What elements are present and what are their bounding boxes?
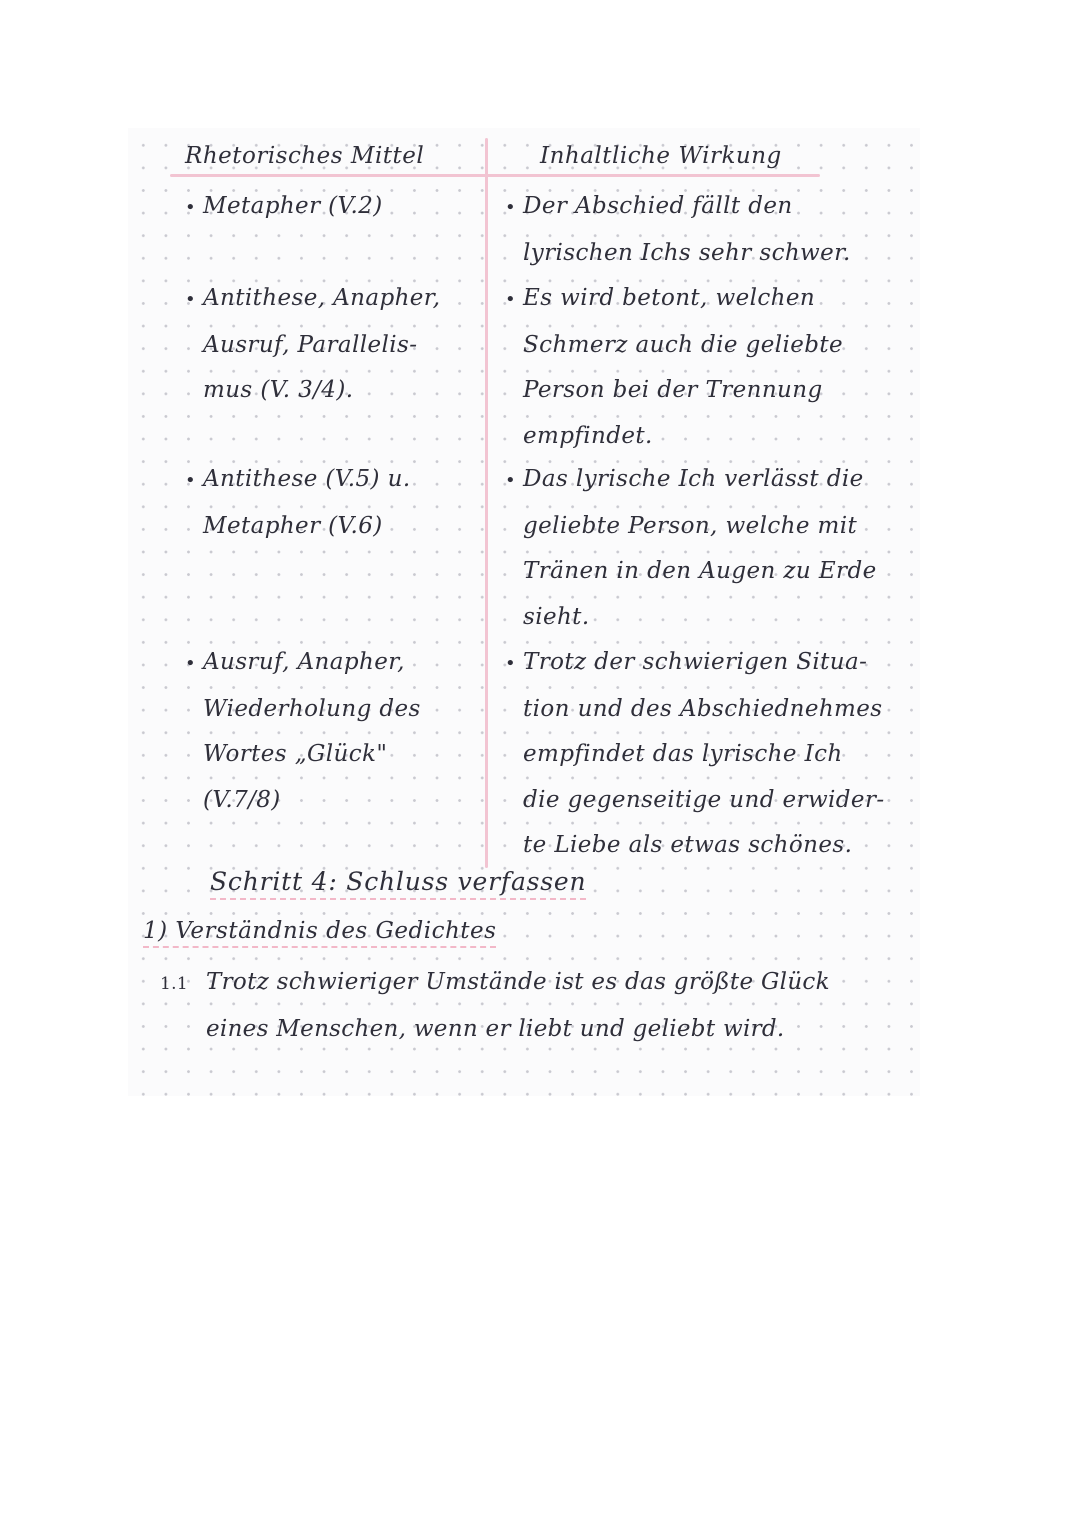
section-paragraph: 1.1 Trotz schwieriger Umstände ist es das größte Glück eines Menschen, wenn er liebt und geliebt wird. <box>160 960 920 1052</box>
row-4-left: • Ausruf, Anapher, Wiederholung des Wortes „Glück" (V.7/8) <box>185 640 470 823</box>
bullet-icon: • <box>185 470 197 491</box>
row-3-left: • Antithese (V.5) u. Metapher (V.6) <box>185 457 470 549</box>
row-1-right: • Der Abschied fällt den lyrischen Ichs sehr schwer. <box>505 184 915 276</box>
bullet-icon: • <box>185 653 197 674</box>
row-4-right: • Trotz der schwierigen Situa- tion und des Abschiednehmes empfindet das lyrische Ich die gegenseitige und erwider- te Liebe als etwas schönes. <box>505 640 915 869</box>
bullet-icon: • <box>185 289 197 310</box>
row-2-left: • Antithese, Anapher, Ausruf, Parallelis- mus (V. 3/4). <box>185 276 470 414</box>
step-heading: Schritt 4: Schluss verfassen <box>210 867 586 900</box>
table-header-divider <box>170 174 820 177</box>
column-header-right: Inhaltliche Wirkung <box>540 143 782 169</box>
bullet-icon: • <box>505 653 517 674</box>
bullet-icon: • <box>185 197 197 218</box>
row-2-right: • Es wird betont, welchen Schmerz auch die geliebte Person bei der Trennung empfindet. <box>505 276 915 459</box>
table-column-divider <box>485 138 488 868</box>
bullet-icon: • <box>505 470 517 491</box>
row-1-left: • Metapher (V.2) <box>185 184 470 231</box>
bullet-icon: • <box>505 197 517 218</box>
paragraph-number: 1.1 <box>160 974 188 994</box>
bullet-icon: • <box>505 289 517 310</box>
section-heading: 1) Verständnis des Gedichtes <box>143 918 496 948</box>
row-3-right: • Das lyrische Ich verlässt die geliebte Person, welche mit Tränen in den Augen zu Erde sieht. <box>505 457 915 640</box>
column-header-left: Rhetorisches Mittel <box>185 143 425 169</box>
